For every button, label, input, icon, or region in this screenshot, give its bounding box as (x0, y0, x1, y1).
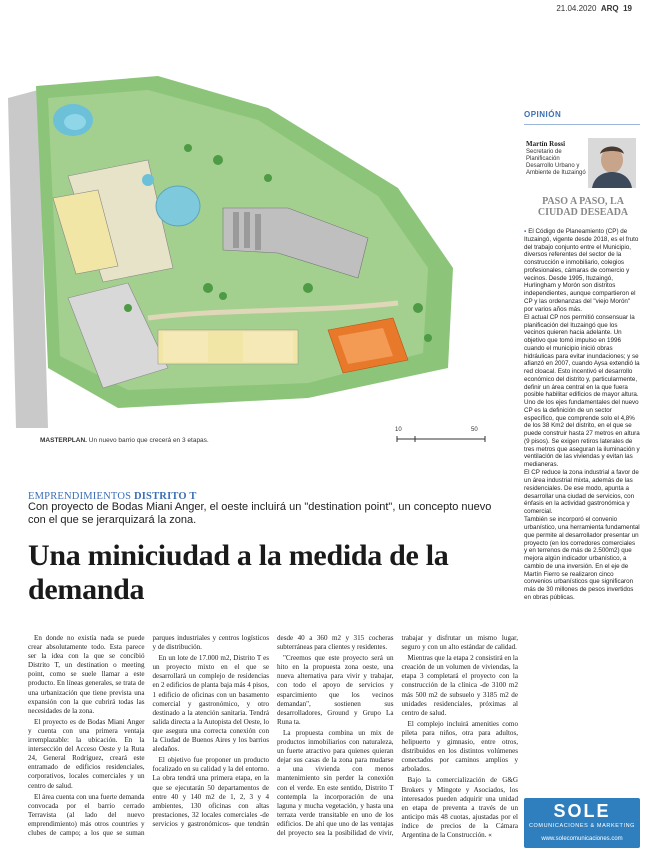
article-paragraph: En un lote de 17.000 m2, Distrito T es un proyecto mixto en el que se desarrollará un complejo de residencias en 2 edificios de planta baja más 4 pisos, 1 edificio de oficinas con un basamento comercial y gastronómico, y otro destinado a la atención sanitaria. Tendrá salida directa a la Autopista del Oeste, lo que asegura una correcta conexión con la Ciudad de Buenos Aires y los barrios aledaños. (152, 654, 269, 754)
author-photo (588, 138, 636, 188)
sponsor-banner[interactable] (524, 798, 640, 848)
kicker-bold: DISTRITO T (133, 491, 197, 502)
article-headline: Una miniciudad a la medida de la demanda (28, 539, 449, 606)
page-header (556, 4, 632, 13)
masterplan-illustration (8, 68, 516, 428)
article-paragraph: En donde no existía nada se puede crear absolutamente todo. Esta parece ser la idea con la que se concibió Distrito T, un destination o meeting point, como se suele llamar a este producto. En líneas generales, se trata de una urbanización que tiene prevista una expansión con la que cubrirá todas las necesidades de la zona. (28, 634, 145, 715)
plan-pool (156, 186, 200, 226)
sponsor-tagline: COMUNICACIONES & MARKETING (528, 823, 636, 829)
article-paragraph: Bajo la comercialización de G&G Brokers y Mingote y Asociados, los interesados pueden adquirir una unidad en etapa de preventa a través de un anticipo más 48 cuotas, ajustadas por el índice de precios de la Cámara Argentina de la Construcción. « (401, 776, 518, 839)
opinion-paragraph: El actual CP nos permitió consensuar la planificación del Ituzaingó que los vecinos quieren hacia adelante. Un objetivo que tomó impulso en 1996 cuando el municipio inició obras hidráulicas para evitar inundaciones; y se afianzó en 2007, cuando Aysa extendió la red cloacal. Esto incentivó el desarrollo económico del distrito y, particularmente, definir un área central en la que fuera posible habilitar edificios de mayor altura. Uno de los ejes fundamentales del nuevo CP es la definición de un sector específico, que comprende solo el 4,8% de los 38 Km2 del distrito, en el que se puede construir hasta 27 metros en altura (9 pisos). Se exigen retiros laterales de tres metros que aseguran la iluminación y ventilación de las viviendas y evitan las medianeras. (524, 313, 640, 468)
author-role: Secretario de Planificación Desarrollo Urbano y Ambiente de Ituzaingó (526, 149, 586, 176)
paragraph-square-icon: ▪ (524, 228, 527, 235)
opinion-title: PASO A PASO, LA CIUDAD DESEADA (537, 196, 629, 218)
opinion-paragraph: ▪ El Código de Planeamiento (CP) de Ituzaingó, vigente desde 2018, es el fruto del trabajo conjunto entre el Municipio, diversos referentes del sector de la construcción e inmobiliario, colegios profesionales, cámaras de comercio y vecinos. Desde 1995, Ituzaingó, Hurlingham y Morón son distritos independientes, aunque compartieron el CP y las ordenanzas del "viejo Morón" por varios años más. (524, 228, 639, 313)
header-page-number: 19 (623, 4, 632, 13)
plan-caption-text: Un nuevo barrio que crecerá en 3 etapas. (86, 437, 209, 444)
sponsor-url[interactable]: www.solecomunicaciones.com (541, 836, 623, 842)
opinion-body (524, 228, 640, 800)
sponsor-logo-text: SOLE (553, 801, 611, 821)
article-subtitle: Con proyecto de Bodas Miani Anger, el oeste incluirá un "destination point", un concepto nuevo con el que se jerarquizará la zona. (28, 501, 492, 526)
opinion-label: OPINIÓN (524, 110, 562, 119)
plan-caption (40, 437, 209, 444)
plan-scale-mark-2: 50 (471, 427, 478, 433)
article-paragraph: "Creemos que este proyecto será un hito en la propuesta zona oeste, una nueva alternativa para vivir y trabajar, con todo el apoyo de servicios y esparcimiento que los vecinos demandan", sostienen sus desarrolladores, Ground y Grupo La Runa ta. (277, 654, 394, 726)
plan-scale-bar (395, 427, 490, 442)
header-date: 21.04.2020 (556, 4, 597, 13)
opinion-sidebar (524, 108, 640, 850)
plan-caption-label: MASTERPLAN. (40, 437, 87, 444)
article-paragraph: La propuesta combina un mix de productos inmobiliarios con naturaleza, un fuerte atractivo para quienes quieran dejar sus casas de la zona para mudarse a una vivienda con menos mantenimiento sin perder la conexión con el verde. En este sentido, Distrito T contempla la incorporación de una laguna y mucha vegetación, y hasta una terraza verde transitable en uno de los edificios. De ahí que uno de las ventajas del proyecto sea la posibilidad de vivir, trabajar y disfrutar un mismo lugar, seguro y con un alto estándar de calidad. (277, 634, 518, 837)
opinion-paragraph: También se incorporó el convenio urbanístico, una herramienta fundamental que permite al desarrollador presentar un proyecto (en los corredores comerciales y en terrenos de más de 2.500m2) que mejora algún indicador urbanístico, a cambio de una inversión. En el eje de Martín Fierro se realizaron cinco convenios urbanísticos que significaron más de 30 millones de pesos invertidos en obras públicas. (524, 516, 640, 601)
article-paragraph: El objetivo fue proponer un producto focalizado en su calidad y la del entorno. La obra tendrá una primera etapa, en la que se ejecutarán 50 departamentos de entre 40 y 140 m2 de 1, 2, 3 y 4 ambientes, 130 oficinas con altas prestaciones, 32 locales comerciales -de servicios y gastronómicos- que tendrán desde 40 a 360 m2 y 315 cocheras subterráneas para clientes y residentes. (152, 634, 394, 828)
article-paragraph: El proyecto es de Bodas Miani Anger y cuenta con una primera ventaja irremplazable: la ubicación. En la intersección del Acceso Oeste y la Ruta 24, General Rodríguez, creará este entramado de edificios residenciales, corporativos, locales comerciales y un centro de salud. (28, 717, 145, 790)
opinion-divider (524, 124, 640, 125)
opinion-paragraph: El CP reduce la zona industrial a favor de un área industrial mixta, además de las residenciales. De ese modo, apunta a desarrollar una ciudad de servicios, con énfasis en la actividad gastronómica y comercial. (524, 469, 639, 515)
article-paragraph: Mientras que la etapa 2 consistirá en la creación de un volumen de viviendas, la etapa 3 completará el proyecto con la construcción de la clínica -de 3100 m2 más 500 m2 de subsuelo y 3185 m2 de unidades residenciales, próximas al centro de salud. (401, 654, 518, 717)
kicker-plain: EMPRENDIMIENTOS (28, 491, 134, 502)
article-paragraph: El complejo incluirá amenities como pileta para niños, otra para adultos, helipuerto y gimnasio, entre otros, distribuidos en los distintos volúmenes conectados por caminos amplios y arbolados. (401, 719, 518, 774)
plan-scale-mark-1: 10 (395, 427, 402, 433)
author-name: Martín Rossi (526, 140, 566, 148)
article-body (28, 634, 518, 846)
article-paragraph: El área cuenta con una fuerte demanda convocada por el barrio cerrado Terravista (al lado del nuevo emprendimiento) más otros countries y clubes de campo; a los que se suman parques industriales y centros logísticos y de distribución. (28, 634, 269, 837)
header-section: ARQ (600, 4, 619, 13)
